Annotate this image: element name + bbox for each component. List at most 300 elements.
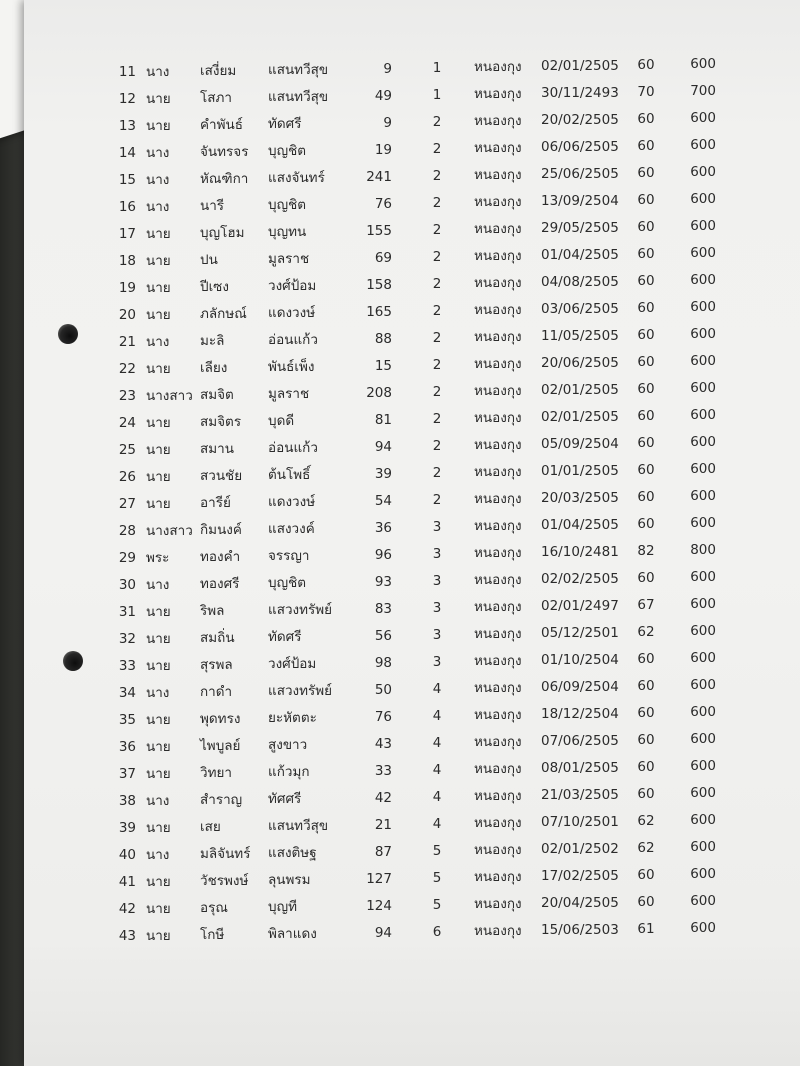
age: 62 [637,812,655,829]
allowance-amount: 600 [690,164,716,181]
house-number: 42 [374,789,392,806]
row-number: 25 [118,442,136,458]
last-name: สูงขาว [268,736,308,753]
village-name: หนองกุง [474,221,522,238]
house-number: 76 [374,708,392,725]
row-number: 36 [118,739,136,755]
village-group-number: 2 [432,194,442,211]
village-name: หนองกุง [474,410,522,427]
village-name: หนองกุง [474,923,522,940]
first-name: โกษี [200,926,225,943]
birth-date: 02/01/2497 [541,598,619,615]
first-name: อารีย์ [200,494,231,511]
age: 60 [637,515,655,532]
village-name: หนองกุง [474,842,522,859]
first-name: จันทรจร [200,143,249,160]
house-number: 94 [374,438,392,455]
village-group-number: 2 [432,140,442,157]
village-group-number: 2 [432,248,442,265]
allowance-amount: 600 [690,56,716,73]
row-number: 33 [118,658,136,674]
name-title: นาง [146,333,170,350]
last-name: แสงติษฐ [268,844,317,861]
allowance-amount: 600 [690,191,716,208]
age: 60 [637,326,655,343]
row-number: 41 [118,874,136,890]
house-number: 208 [366,384,392,401]
first-name: ภลักษณ์ [200,305,247,322]
village-name: หนองกุง [474,869,522,886]
allowance-amount: 600 [690,758,716,775]
age: 60 [637,731,655,748]
first-name: บุญโฮม [200,224,245,241]
house-number: 98 [374,654,392,671]
last-name: บุญชิต [268,196,307,213]
village-name: หนองกุง [474,302,522,319]
village-name: หนองกุง [474,329,522,346]
birth-date: 06/06/2505 [541,139,619,156]
village-name: หนองกุง [474,491,522,508]
last-name: พันธ์เพ็ง [268,358,315,375]
allowance-amount: 600 [690,677,716,694]
first-name: หัณฑิกา [200,170,249,187]
first-name: ปน [200,251,218,268]
row-number: 15 [118,172,136,188]
last-name: แสนทวีสุข [268,61,329,78]
name-title: นาย [146,225,171,242]
village-name: หนองกุง [474,59,522,76]
last-name: บุญที [268,898,297,915]
village-group-number: 4 [432,680,442,697]
house-number: 127 [366,870,392,887]
age: 60 [637,353,655,370]
village-name: หนองกุง [474,545,522,562]
birth-date: 02/01/2505 [541,382,619,399]
birth-date: 30/11/2493 [541,85,619,102]
village-group-number: 6 [432,923,442,940]
village-group-number: 2 [432,275,442,292]
allowance-amount: 600 [690,812,716,829]
allowance-amount: 600 [690,407,716,424]
age: 60 [637,245,655,262]
village-name: หนองกุง [474,761,522,778]
house-number: 36 [374,519,392,536]
row-number: 11 [118,64,136,80]
first-name: เสย [200,818,221,835]
village-group-number: 4 [432,734,442,751]
house-number: 93 [374,573,392,590]
age: 60 [637,758,655,775]
name-title: นาย [146,630,171,647]
first-name: นารี [200,197,225,214]
house-number: 56 [374,627,392,644]
row-number: 28 [118,523,136,539]
last-name: บุญทน [268,223,307,240]
allowance-amount: 600 [690,515,716,532]
allowance-amount: 600 [690,893,716,910]
village-group-number: 2 [432,383,442,400]
age: 60 [637,299,655,316]
last-name: แสวงทรัพย์ [268,601,333,618]
first-name: คำพันธ์ [200,116,243,133]
allowance-amount: 600 [690,299,716,316]
last-name: แดงวงษ์ [268,304,316,321]
age: 60 [637,569,655,586]
birth-date: 03/06/2505 [541,301,619,318]
allowance-amount: 600 [690,110,716,127]
last-name: วงศ์ป้อม [268,277,317,294]
village-group-number: 2 [432,464,442,481]
village-group-number: 4 [432,815,442,832]
allowance-amount: 600 [690,650,716,667]
birth-date: 29/05/2505 [541,220,619,237]
row-number: 39 [118,820,136,836]
first-name: กาดำ [200,683,233,700]
name-title: นาย [146,927,171,944]
allowance-amount: 600 [690,434,716,451]
row-number: 42 [118,901,136,917]
allowance-amount: 600 [690,137,716,154]
name-title: นาย [146,279,171,296]
birth-date: 07/06/2505 [541,733,619,750]
row-number: 34 [118,685,136,701]
last-name: บุดดี [268,412,295,429]
village-name: หนองกุง [474,437,522,454]
village-group-number: 5 [432,869,442,886]
name-title: นาย [146,90,171,107]
name-title: นาง [146,171,170,188]
name-title: นาย [146,900,171,917]
row-number: 20 [118,307,136,323]
name-title: นาง [146,63,170,80]
age: 60 [637,56,655,73]
village-group-number: 1 [432,59,442,76]
birth-date: 20/04/2505 [541,895,619,912]
allowance-amount: 700 [690,83,716,100]
birth-date: 18/12/2504 [541,706,619,723]
last-name: ลุนพรม [268,871,311,888]
row-number: 12 [118,91,136,107]
first-name: พุดทรง [200,710,241,727]
age: 60 [637,137,655,154]
village-name: หนองกุง [474,626,522,643]
first-name: สมถิ่น [200,629,235,646]
birth-date: 06/09/2504 [541,679,619,696]
village-group-number: 2 [432,410,442,427]
birth-date: 02/01/2502 [541,841,619,858]
village-group-number: 3 [432,653,442,670]
allowance-amount: 600 [690,461,716,478]
row-number: 30 [118,577,136,593]
village-group-number: 3 [432,518,442,535]
row-number: 38 [118,793,136,809]
first-name: สมจิตร [200,413,242,430]
first-name: ทองศรี [200,575,240,592]
allowance-amount: 600 [690,245,716,262]
house-number: 87 [374,843,392,860]
first-name: โสภา [200,89,232,106]
house-number: 76 [374,195,392,212]
house-number: 54 [374,492,392,509]
age: 60 [637,218,655,235]
last-name: ทัดศรี [268,628,302,645]
last-name: อ่อนแก้ว [268,331,318,348]
birth-date: 17/02/2505 [541,868,619,885]
last-name: ยะหัตตะ [268,709,317,726]
row-number: 27 [118,496,136,512]
name-title: นาย [146,819,171,836]
age: 60 [637,434,655,451]
village-name: หนองกุง [474,248,522,265]
age: 60 [637,866,655,883]
last-name: แสนทวีสุข [268,817,329,834]
row-number: 31 [118,604,136,620]
first-name: กิมนงค์ [200,521,242,538]
last-name: แสวงทรัพย์ [268,682,333,699]
name-title: นาย [146,414,171,431]
last-name: ต้นโพธิ์ [268,466,311,483]
house-number: 124 [366,897,392,914]
age: 67 [637,596,655,613]
row-number: 19 [118,280,136,296]
age: 61 [637,920,655,937]
birth-date: 01/10/2504 [541,652,619,669]
house-number: 50 [374,681,392,698]
table-row [0,920,800,947]
house-number: 49 [374,87,392,104]
allowance-amount: 600 [690,569,716,586]
village-name: หนองกุง [474,734,522,751]
village-group-number: 2 [432,302,442,319]
village-name: หนองกุง [474,815,522,832]
first-name: มลิจันทร์ [200,845,251,862]
age: 60 [637,110,655,127]
age: 60 [637,191,655,208]
village-group-number: 5 [432,842,442,859]
village-group-number: 4 [432,761,442,778]
row-number: 32 [118,631,136,647]
row-number: 35 [118,712,136,728]
name-title: นาย [146,738,171,755]
house-number: 69 [374,249,392,266]
allowance-amount: 600 [690,596,716,613]
allowance-amount: 600 [690,272,716,289]
first-name: สมาน [200,440,234,457]
house-number: 9 [383,114,392,131]
row-number: 37 [118,766,136,782]
village-group-number: 4 [432,788,442,805]
birth-date: 02/02/2505 [541,571,619,588]
allowance-amount: 600 [690,380,716,397]
allowance-amount: 600 [690,920,716,937]
village-name: หนองกุง [474,194,522,211]
row-number: 40 [118,847,136,863]
age: 62 [637,623,655,640]
village-group-number: 3 [432,599,442,616]
house-number: 9 [383,60,392,77]
name-title: นาง [146,144,170,161]
last-name: บุญชิต [268,574,307,591]
row-number: 23 [118,388,136,404]
birth-date: 15/06/2503 [541,922,619,939]
last-name: แสงวงค์ [268,520,315,537]
first-name: อรุณ [200,899,228,916]
row-number: 16 [118,199,136,215]
village-group-number: 3 [432,572,442,589]
birth-date: 16/10/2481 [541,544,619,561]
age: 60 [637,488,655,505]
age: 60 [637,380,655,397]
birth-date: 02/01/2505 [541,409,619,426]
name-title: นาย [146,495,171,512]
birth-date: 04/08/2505 [541,274,619,291]
row-number: 13 [118,118,136,134]
age: 70 [637,83,655,100]
first-name: สำราญ [200,791,243,808]
row-number: 21 [118,334,136,350]
age: 60 [637,893,655,910]
village-group-number: 2 [432,221,442,238]
birth-date: 05/12/2501 [541,625,619,642]
allowance-amount: 600 [690,218,716,235]
name-title: นาย [146,657,171,674]
birth-date: 08/01/2505 [541,760,619,777]
birth-date: 20/02/2505 [541,112,619,129]
village-name: หนองกุง [474,653,522,670]
village-name: หนองกุง [474,788,522,805]
house-number: 88 [374,330,392,347]
first-name: ทองคำ [200,548,241,565]
row-number: 43 [118,928,136,944]
name-title: นาย [146,765,171,782]
village-group-number: 2 [432,329,442,346]
allowance-amount: 600 [690,785,716,802]
birth-date: 20/03/2505 [541,490,619,507]
house-number: 165 [366,303,392,320]
village-name: หนองกุง [474,383,522,400]
row-number: 17 [118,226,136,242]
allowance-amount: 800 [690,542,716,559]
village-group-number: 2 [432,167,442,184]
birth-date: 01/04/2505 [541,247,619,264]
birth-date: 25/06/2505 [541,166,619,183]
last-name: พิลาแดง [268,925,317,942]
age: 82 [637,542,655,559]
village-name: หนองกุง [474,896,522,913]
last-name: มูลราช [268,250,310,267]
age: 60 [637,650,655,667]
house-number: 241 [366,168,392,185]
name-title: นาย [146,117,171,134]
last-name: แสงจันทร์ [268,169,325,186]
name-title: นาง [146,846,170,863]
name-title: นาย [146,306,171,323]
name-title: นาย [146,441,171,458]
name-title: พระ [146,549,170,566]
name-title: นาย [146,360,171,377]
first-name: ปีเซง [200,278,229,295]
last-name: วงศ์ป้อม [268,655,317,672]
row-number: 29 [118,550,136,566]
house-number: 155 [366,222,392,239]
last-name: แก้วมุก [268,763,310,780]
birth-date: 01/04/2505 [541,517,619,534]
first-name: เลียง [200,359,228,376]
village-name: หนองกุง [474,140,522,157]
name-title: นางสาว [146,387,193,404]
age: 62 [637,839,655,856]
last-name: อ่อนแก้ว [268,439,318,456]
allowance-amount: 600 [690,353,716,370]
village-name: หนองกุง [474,680,522,697]
house-number: 43 [374,735,392,752]
last-name: แสนทวีสุข [268,88,329,105]
first-name: สวนชัย [200,467,243,484]
house-number: 94 [374,924,392,941]
row-number: 26 [118,469,136,485]
village-group-number: 1 [432,86,442,103]
last-name: จรรญา [268,547,310,564]
row-number: 14 [118,145,136,161]
birth-date: 11/05/2505 [541,328,619,345]
birth-date: 20/06/2505 [541,355,619,372]
allowance-amount: 600 [690,704,716,721]
birth-date: 01/01/2505 [541,463,619,480]
first-name: ริพล [200,602,225,619]
row-number: 22 [118,361,136,377]
birth-date: 02/01/2505 [541,58,619,75]
birth-date: 07/10/2501 [541,814,619,831]
age: 60 [637,164,655,181]
first-name: วัชรพงษ์ [200,872,249,889]
village-name: หนองกุง [474,572,522,589]
age: 60 [637,461,655,478]
house-number: 33 [374,762,392,779]
first-name: สุรพล [200,656,233,673]
name-title: นาง [146,576,170,593]
allowance-amount: 600 [690,731,716,748]
house-number: 21 [374,816,392,833]
house-number: 19 [374,141,392,158]
village-name: หนองกุง [474,707,522,724]
allowance-amount: 600 [690,488,716,505]
village-name: หนองกุง [474,518,522,535]
name-title: นาง [146,198,170,215]
last-name: มูลราช [268,385,310,402]
name-title: นาง [146,792,170,809]
age: 60 [637,272,655,289]
last-name: บุญชิต [268,142,307,159]
village-group-number: 2 [432,356,442,373]
birth-date: 05/09/2504 [541,436,619,453]
house-number: 96 [374,546,392,563]
house-number: 158 [366,276,392,293]
age: 60 [637,785,655,802]
birth-date: 13/09/2504 [541,193,619,210]
village-name: หนองกุง [474,275,522,292]
age: 60 [637,407,655,424]
village-name: หนองกุง [474,86,522,103]
birth-date: 21/03/2505 [541,787,619,804]
last-name: แดงวงษ์ [268,493,316,510]
name-title: นาย [146,252,171,269]
village-name: หนองกุง [474,167,522,184]
house-number: 83 [374,600,392,617]
house-number: 81 [374,411,392,428]
allowance-amount: 600 [690,839,716,856]
village-name: หนองกุง [474,599,522,616]
age: 60 [637,704,655,721]
